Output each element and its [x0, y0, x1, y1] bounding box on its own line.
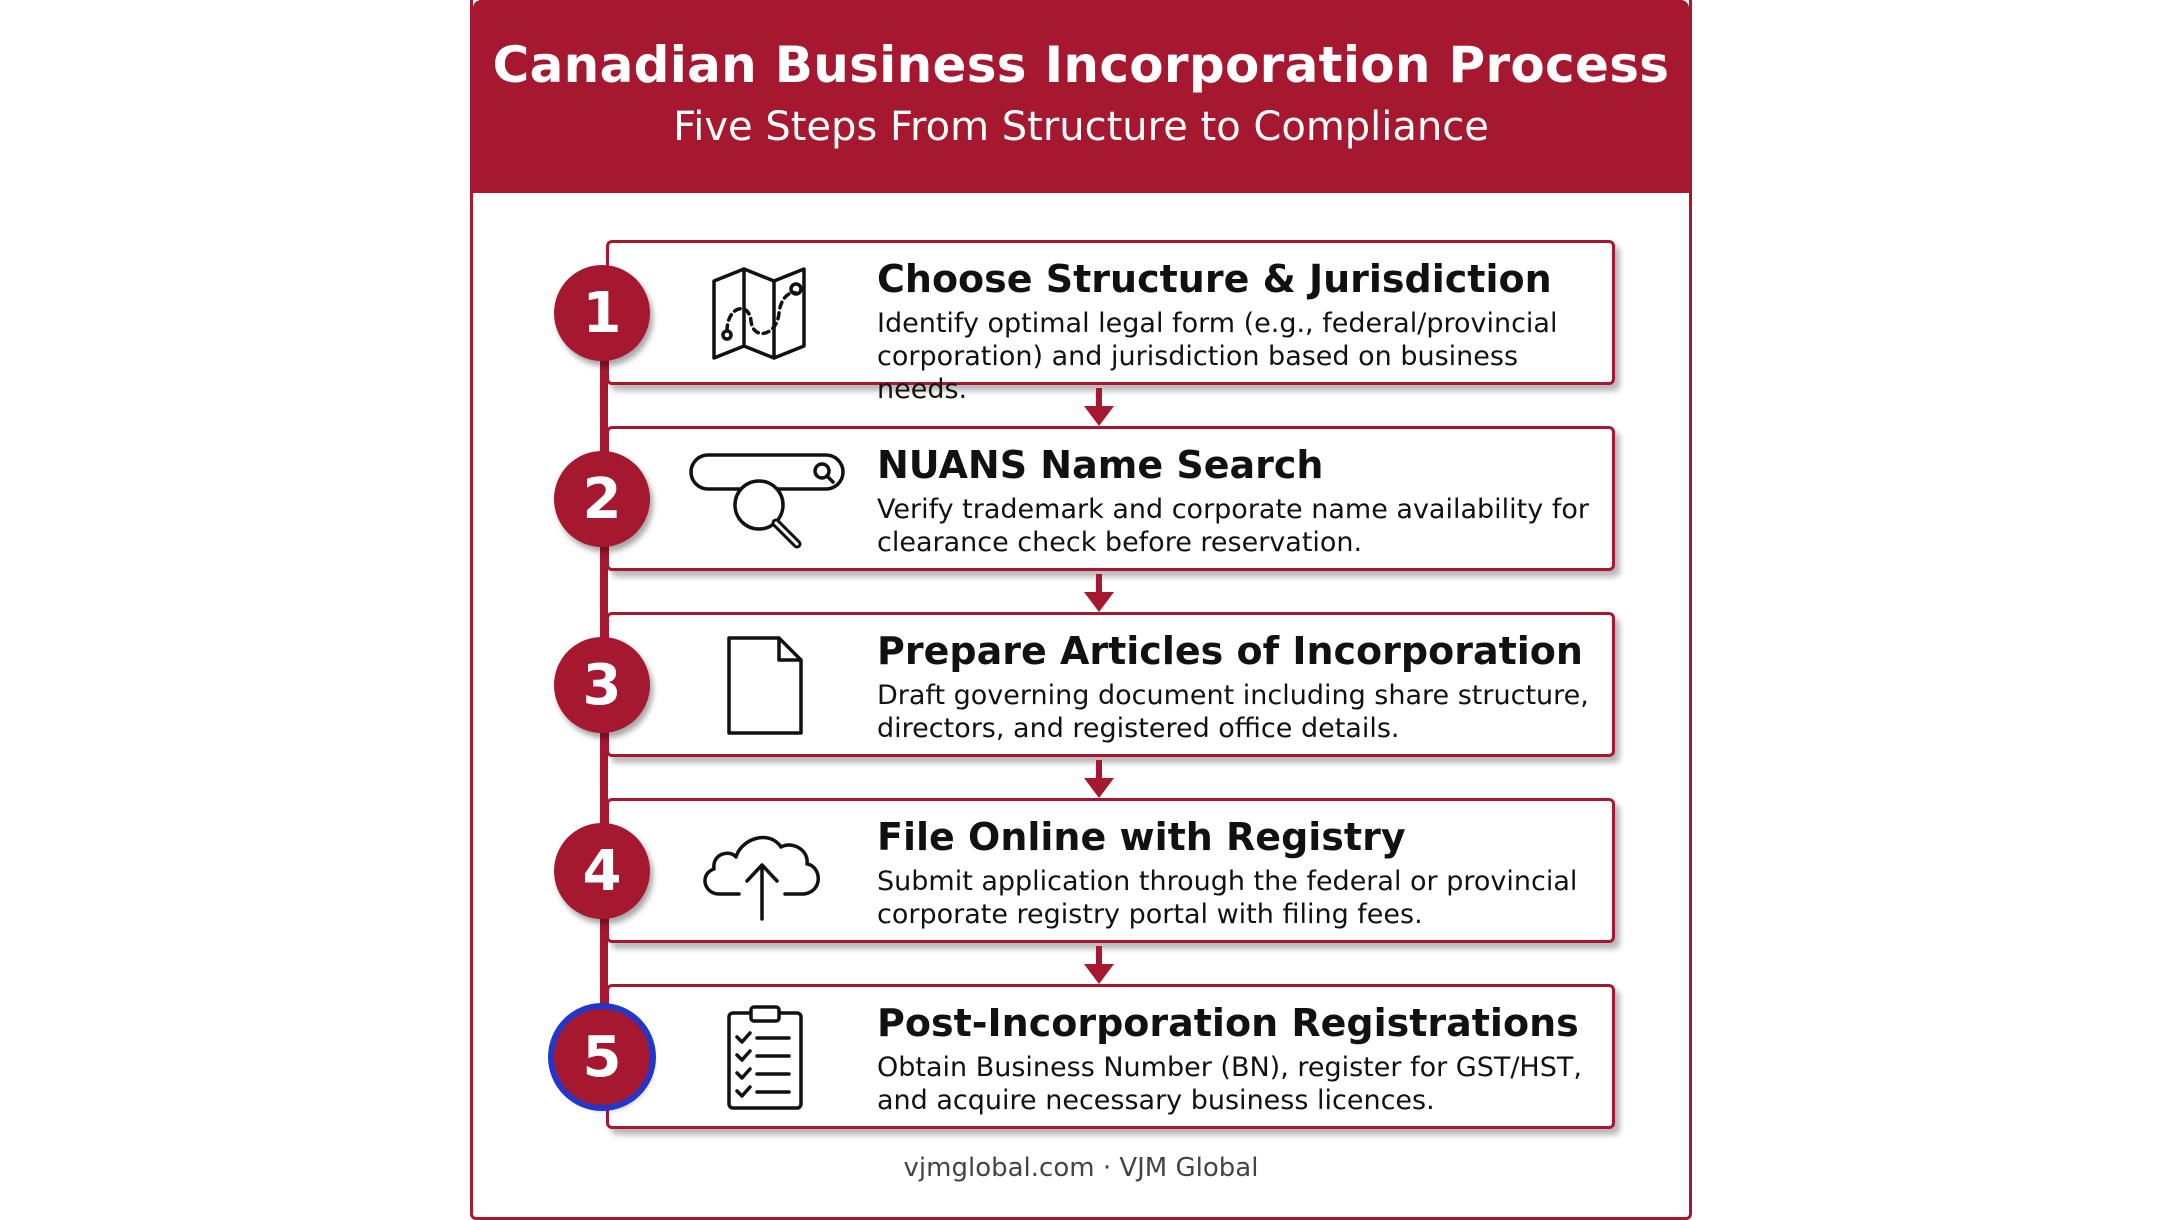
step-description: Submit application through the federal or provincial corporate registry portal with filing fees.: [877, 866, 1578, 930]
step-card-4: [606, 798, 1615, 943]
step-card-2: [606, 426, 1615, 571]
step-title: Post-Incorporation Registrations: [877, 1001, 1579, 1045]
footer-credit: vjmglobal.com · VJM Global: [903, 1153, 1259, 1183]
arrow-down-icon: [1082, 388, 1116, 428]
step-title: NUANS Name Search: [877, 443, 1324, 487]
step-number-badge-4: 4: [554, 823, 650, 919]
name-search-icon: [679, 447, 849, 552]
step-card-5: [606, 984, 1615, 1129]
checklist-icon: [679, 1005, 849, 1110]
cloud-upload-icon: [679, 819, 849, 924]
step-title: Choose Structure & Jurisdiction: [877, 257, 1552, 301]
arrow-down-icon: [1082, 760, 1116, 800]
infographic-card: [470, 0, 1692, 1220]
step-card-1: [606, 240, 1615, 405]
step-title: Prepare Articles of Incorporation: [877, 629, 1583, 673]
header-banner: [473, 0, 1689, 193]
step-description: Verify trademark and corporate name availability for clearance check before reservation.: [877, 494, 1589, 558]
step-number-badge-5: 5: [554, 1009, 650, 1105]
map-icon: [679, 261, 849, 366]
step-description: Obtain Business Number (BN), register for GST/HST, and acquire necessary business licences.: [877, 1052, 1582, 1116]
step-description: Identify optimal legal form (e.g., federal/provincial corporation) and jurisdiction based on business needs.: [877, 308, 1558, 405]
document-icon: [679, 633, 849, 738]
page-subtitle: Five Steps From Structure to Compliance: [673, 104, 1489, 150]
step-number-badge-1: 1: [554, 265, 650, 361]
step-description: Draft governing document including share structure, directors, and registered office details.: [877, 680, 1589, 744]
step-number-badge-2: 2: [554, 451, 650, 547]
step-number-badge-3: 3: [554, 637, 650, 733]
arrow-down-icon: [1082, 946, 1116, 986]
arrow-down-icon: [1082, 574, 1116, 614]
step-title: File Online with Registry: [877, 815, 1406, 859]
step-card-3: [606, 612, 1615, 757]
page-title: Canadian Business Incorporation Process: [492, 36, 1670, 94]
